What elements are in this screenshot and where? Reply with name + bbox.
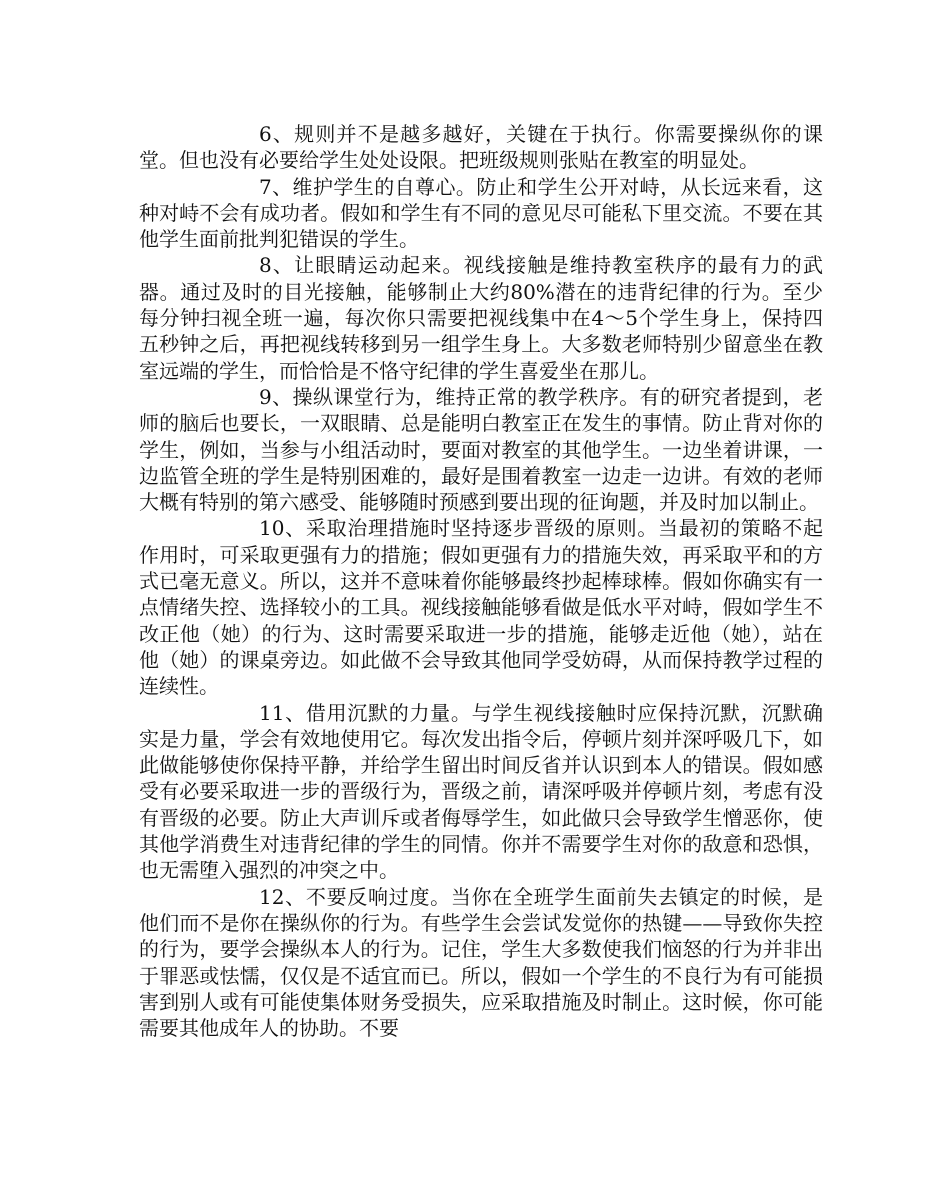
paragraph-rule-6: 6、规则并不是越多越好，关键在于执行。你需要操纵你的课堂。但也没有必要给学生处处设限。把班级规则张贴在教室的明显处。 (139, 122, 823, 173)
document-body (139, 121, 823, 1041)
paragraph-rule-11: 11、借用沉默的力量。与学生视线接触时应保持沉默，沉默确实是力量，学会有效地使用它。每次发出指令后，停顿片刻并深呼吸几下，如此做能够使你保持平静，并给学生留出时间反省并认识到本人的错误。假如感受有必要采取进一步的晋级行为，晋级之前，请深呼吸并停顿片刻，考虑有没有晋级的必要。防止大声训斥或者侮辱学生，如此做只会导致学生憎恶你，使其他学消费生对违背纪律的学生的同情。你并不需要学生对你的敌意和恐惧，也无需堕入强烈的冲突之中。 (139, 700, 823, 883)
paragraph-rule-7: 7、维护学生的自尊心。防止和学生公开对峙，从长远来看，这种对峙不会有成功者。假如和学生有不同的意见尽可能私下里交流。不要在其他学生面前批判犯错误的学生。 (139, 174, 823, 252)
paragraph-rule-10: 10、采取治理措施时坚持逐步晋级的原则。当最初的策略不起作用时，可采取更强有力的措施；假如更强有力的措施失效，再采取平和的方式已毫无意义。所以，这并不意味着你能够最终抄起棒球棒。假如你确实有一点情绪失控、选择较小的工具。视线接触能够看做是低水平对峙，假如学生不改正他（她）的行为、这时需要采取进一步的措施，能够走近他（她），站在他（她）的课桌旁边。如此做不会导致其他同学受妨碍，从而保持教学过程的连续性。 (139, 516, 823, 699)
paragraph-rule-12: 12、不要反响过度。当你在全班学生面前失去镇定的时候，是他们而不是你在操纵你的行为。有些学生会尝试发觉你的热键——导致你失控的行为，要学会操纵本人的行为。记住，学生大多数使我们恼怒的行为并非出于罪恶或怯懦，仅仅是不适宜而已。所以，假如一个学生的不良行为有可能损害到别人或有可能使集体财务受损失，应采取措施及时制止。这时候，你可能需要其他成年人的协助。不要 (139, 884, 823, 1041)
paragraph-rule-9: 9、操纵课堂行为，维持正常的教学秩序。有的研究者提到，老师的脑后也要长，一双眼睛、总是能明白教室正在发生的事情。防止背对你的学生，例如，当参与小组活动时，要面对教室的其他学生。一边坐着讲课，一边监管全班的学生是特别困难的，最好是围着教室一边走一边讲。有效的老师大概有特别的第六感受、能够随时预感到要出现的征询题，并及时加以制止。 (139, 384, 823, 515)
paragraph-rule-8: 8、让眼睛运动起来。视线接触是维持教室秩序的最有力的武器。通过及时的目光接触，能够制止大约80%潜在的违背纪律的行为。至少每分钟扫视全班一遍，每次你只需要把视线集中在4～5个学生身上，保持四五秒钟之后，再把视线转移到另一组学生身上。大多数老师特别少留意坐在教室远端的学生，而恰恰是不恪守纪律的学生喜爱坐在那儿。 (139, 253, 823, 383)
